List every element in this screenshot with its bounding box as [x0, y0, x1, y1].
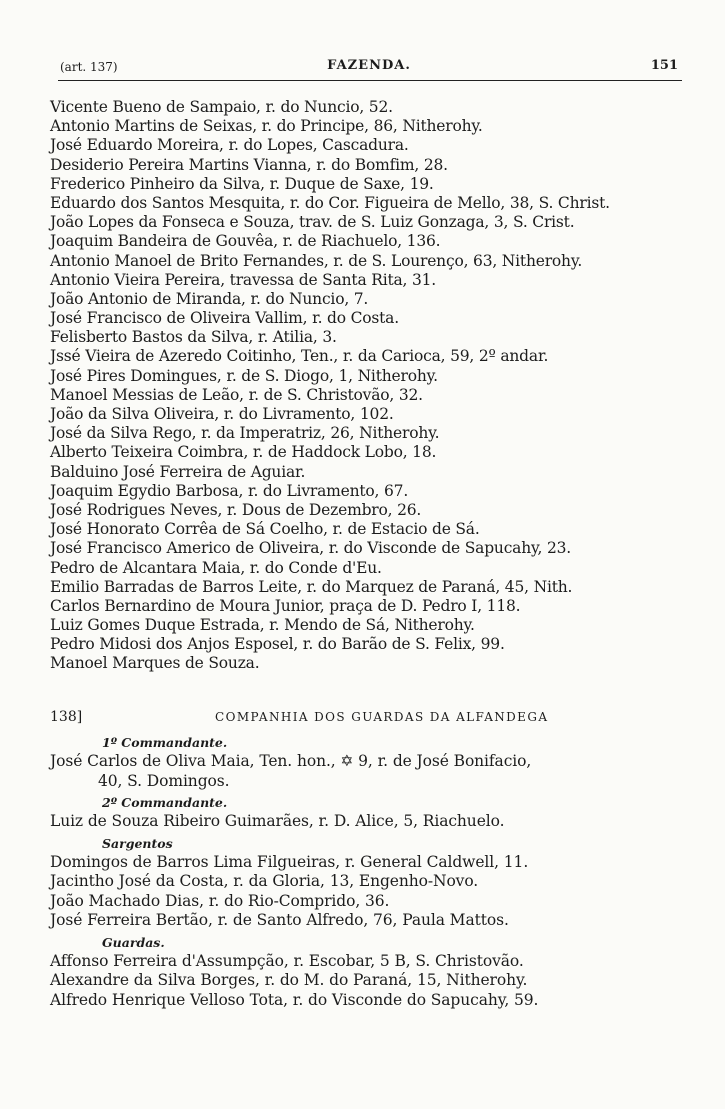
list-item: Frederico Pinheiro da Silva, r. Duque de Saxe, 19.: [50, 174, 434, 193]
list-item: Domingos de Barros Lima Filgueiras, r. General Caldwell, 11.: [50, 852, 529, 871]
list-item: João Lopes da Fonseca e Souza, trav. de S. Luiz Gonzaga, 3, S. Crist.: [50, 213, 575, 232]
list-item: Antonio Manoel de Brito Fernandes, r. de S. Lourenço, 63, Nitherohy.: [50, 251, 583, 270]
page-header: [60, 58, 678, 82]
list-item: Jacintho José da Costa, r. da Gloria, 13, Engenho-Novo.: [50, 872, 479, 890]
list-item: Balduino José Ferreira de Aguiar.: [50, 462, 306, 481]
first-commander-entry: [50, 752, 690, 791]
article-reference: (art. 137): [60, 60, 118, 74]
list-item: Affonso Ferreira d'Assumpção, r. Escobar, 5 B, S. Christovão.: [50, 951, 524, 970]
second-commander-heading: 2º Commandante.: [102, 795, 228, 810]
section-number: 138]: [50, 709, 83, 725]
names-list: [50, 98, 690, 674]
list-item: José Honorato Corrêa de Sá Coelho, r. de Estacio de Sá.: [50, 520, 480, 539]
header-rule: [58, 80, 682, 81]
list-item: Felisberto Bastos da Silva, r. Atilia, 3.: [50, 328, 337, 347]
list-item: Emilio Barradas de Barros Leite, r. do Marquez de Paraná, 45, Nith.: [50, 577, 573, 596]
list-item: Vicente Bueno de Sampaio, r. do Nuncio, 52.: [50, 98, 393, 116]
sargentos-heading: Sargentos: [102, 835, 173, 851]
list-item: Joaquim Bandeira de Gouvêa, r. de Riachuelo, 136.: [50, 232, 441, 251]
list-item: Alberto Teixeira Coimbra, r. de Haddock Lobo, 18.: [50, 443, 437, 462]
first-commander-heading: 1º Commandante.: [102, 735, 228, 750]
list-item: José Eduardo Moreira, r. do Lopes, Cascadura.: [50, 136, 409, 155]
list-item: Manoel Marques de Souza.: [50, 654, 260, 673]
list-item: Alexandre da Silva Borges, r. do M. do Paraná, 15, Nitherohy.: [50, 971, 528, 989]
list-item: Eduardo dos Santos Mesquita, r. do Cor. Figueira de Mello, 38, S. Christ.: [50, 193, 610, 212]
guards-company-section: [50, 703, 690, 1010]
list-item: José Pires Domingues, r. de S. Diogo, 1, Nitherohy.: [50, 366, 438, 385]
list-item: Alfredo Henrique Velloso Tota, r. do Visconde do Sapucahy, 59.: [50, 990, 539, 1009]
list-item: João da Silva Oliveira, r. do Livramento, 102.: [50, 405, 394, 423]
section-heading: [50, 703, 690, 731]
list-item: José Rodrigues Neves, r. Dous de Dezembro, 26.: [50, 500, 422, 519]
list-item: Manoel Messias de Leão, r. de S. Christovão, 32.: [50, 385, 423, 404]
list-item: Antonio Martins de Seixas, r. do Principe, 86, Nitherohy.: [50, 117, 483, 136]
list-item: João Antonio de Miranda, r. do Nuncio, 7.: [50, 289, 369, 308]
list-item: João Machado Dias, r. do Rio-Comprido, 36.: [50, 891, 390, 910]
entry-continuation: 40, S. Domingos.: [98, 771, 230, 790]
list-item: Desiderio Pereira Martins Vianna, r. do Bomfim, 28.: [50, 155, 448, 174]
list-item: Pedro Midosi dos Anjos Esposel, r. do Barão de S. Felix, 99.: [50, 635, 505, 654]
section-title: COMPANHIA DOS GUARDAS DA ALFANDEGA: [215, 710, 549, 724]
list-item: Antonio Vieira Pereira, travessa de Santa Rita, 31.: [50, 270, 437, 289]
list-item: Jssé Vieira de Azeredo Coitinho, Ten., r. da Carioca, 59, 2º andar.: [50, 347, 549, 366]
guardas-heading: Guardas.: [102, 934, 165, 950]
entry-line: José Carlos de Oliva Maia, Ten. hon., ✡ 9, r. de José Bonifacio,: [50, 752, 532, 770]
page-title: FAZENDA.: [327, 58, 411, 73]
list-item: José Francisco Americo de Oliveira, r. do Visconde de Sapucahy, 23.: [50, 539, 572, 558]
page-number: 151: [650, 58, 678, 73]
list-item: José Ferreira Bertão, r. de Santo Alfredo, 76, Paula Mattos.: [50, 911, 509, 929]
list-item: Luiz Gomes Duque Estrada, r. Mendo de Sá, Nitherohy.: [50, 616, 475, 635]
list-item: Carlos Bernardino de Moura Junior, praça de D. Pedro I, 118.: [50, 596, 521, 615]
list-item: José Francisco de Oliveira Vallim, r. do Costa.: [50, 309, 399, 328]
list-item: Joaquim Egydio Barbosa, r. do Livramento, 67.: [50, 481, 409, 500]
list-item: José da Silva Rego, r. da Imperatriz, 26, Nitherohy.: [50, 424, 440, 443]
list-item: Pedro de Alcantara Maia, r. do Conde d'Eu.: [50, 558, 382, 577]
second-commander-entry: Luiz de Souza Ribeiro Guimarães, r. D. Alice, 5, Riachuelo.: [50, 812, 505, 830]
